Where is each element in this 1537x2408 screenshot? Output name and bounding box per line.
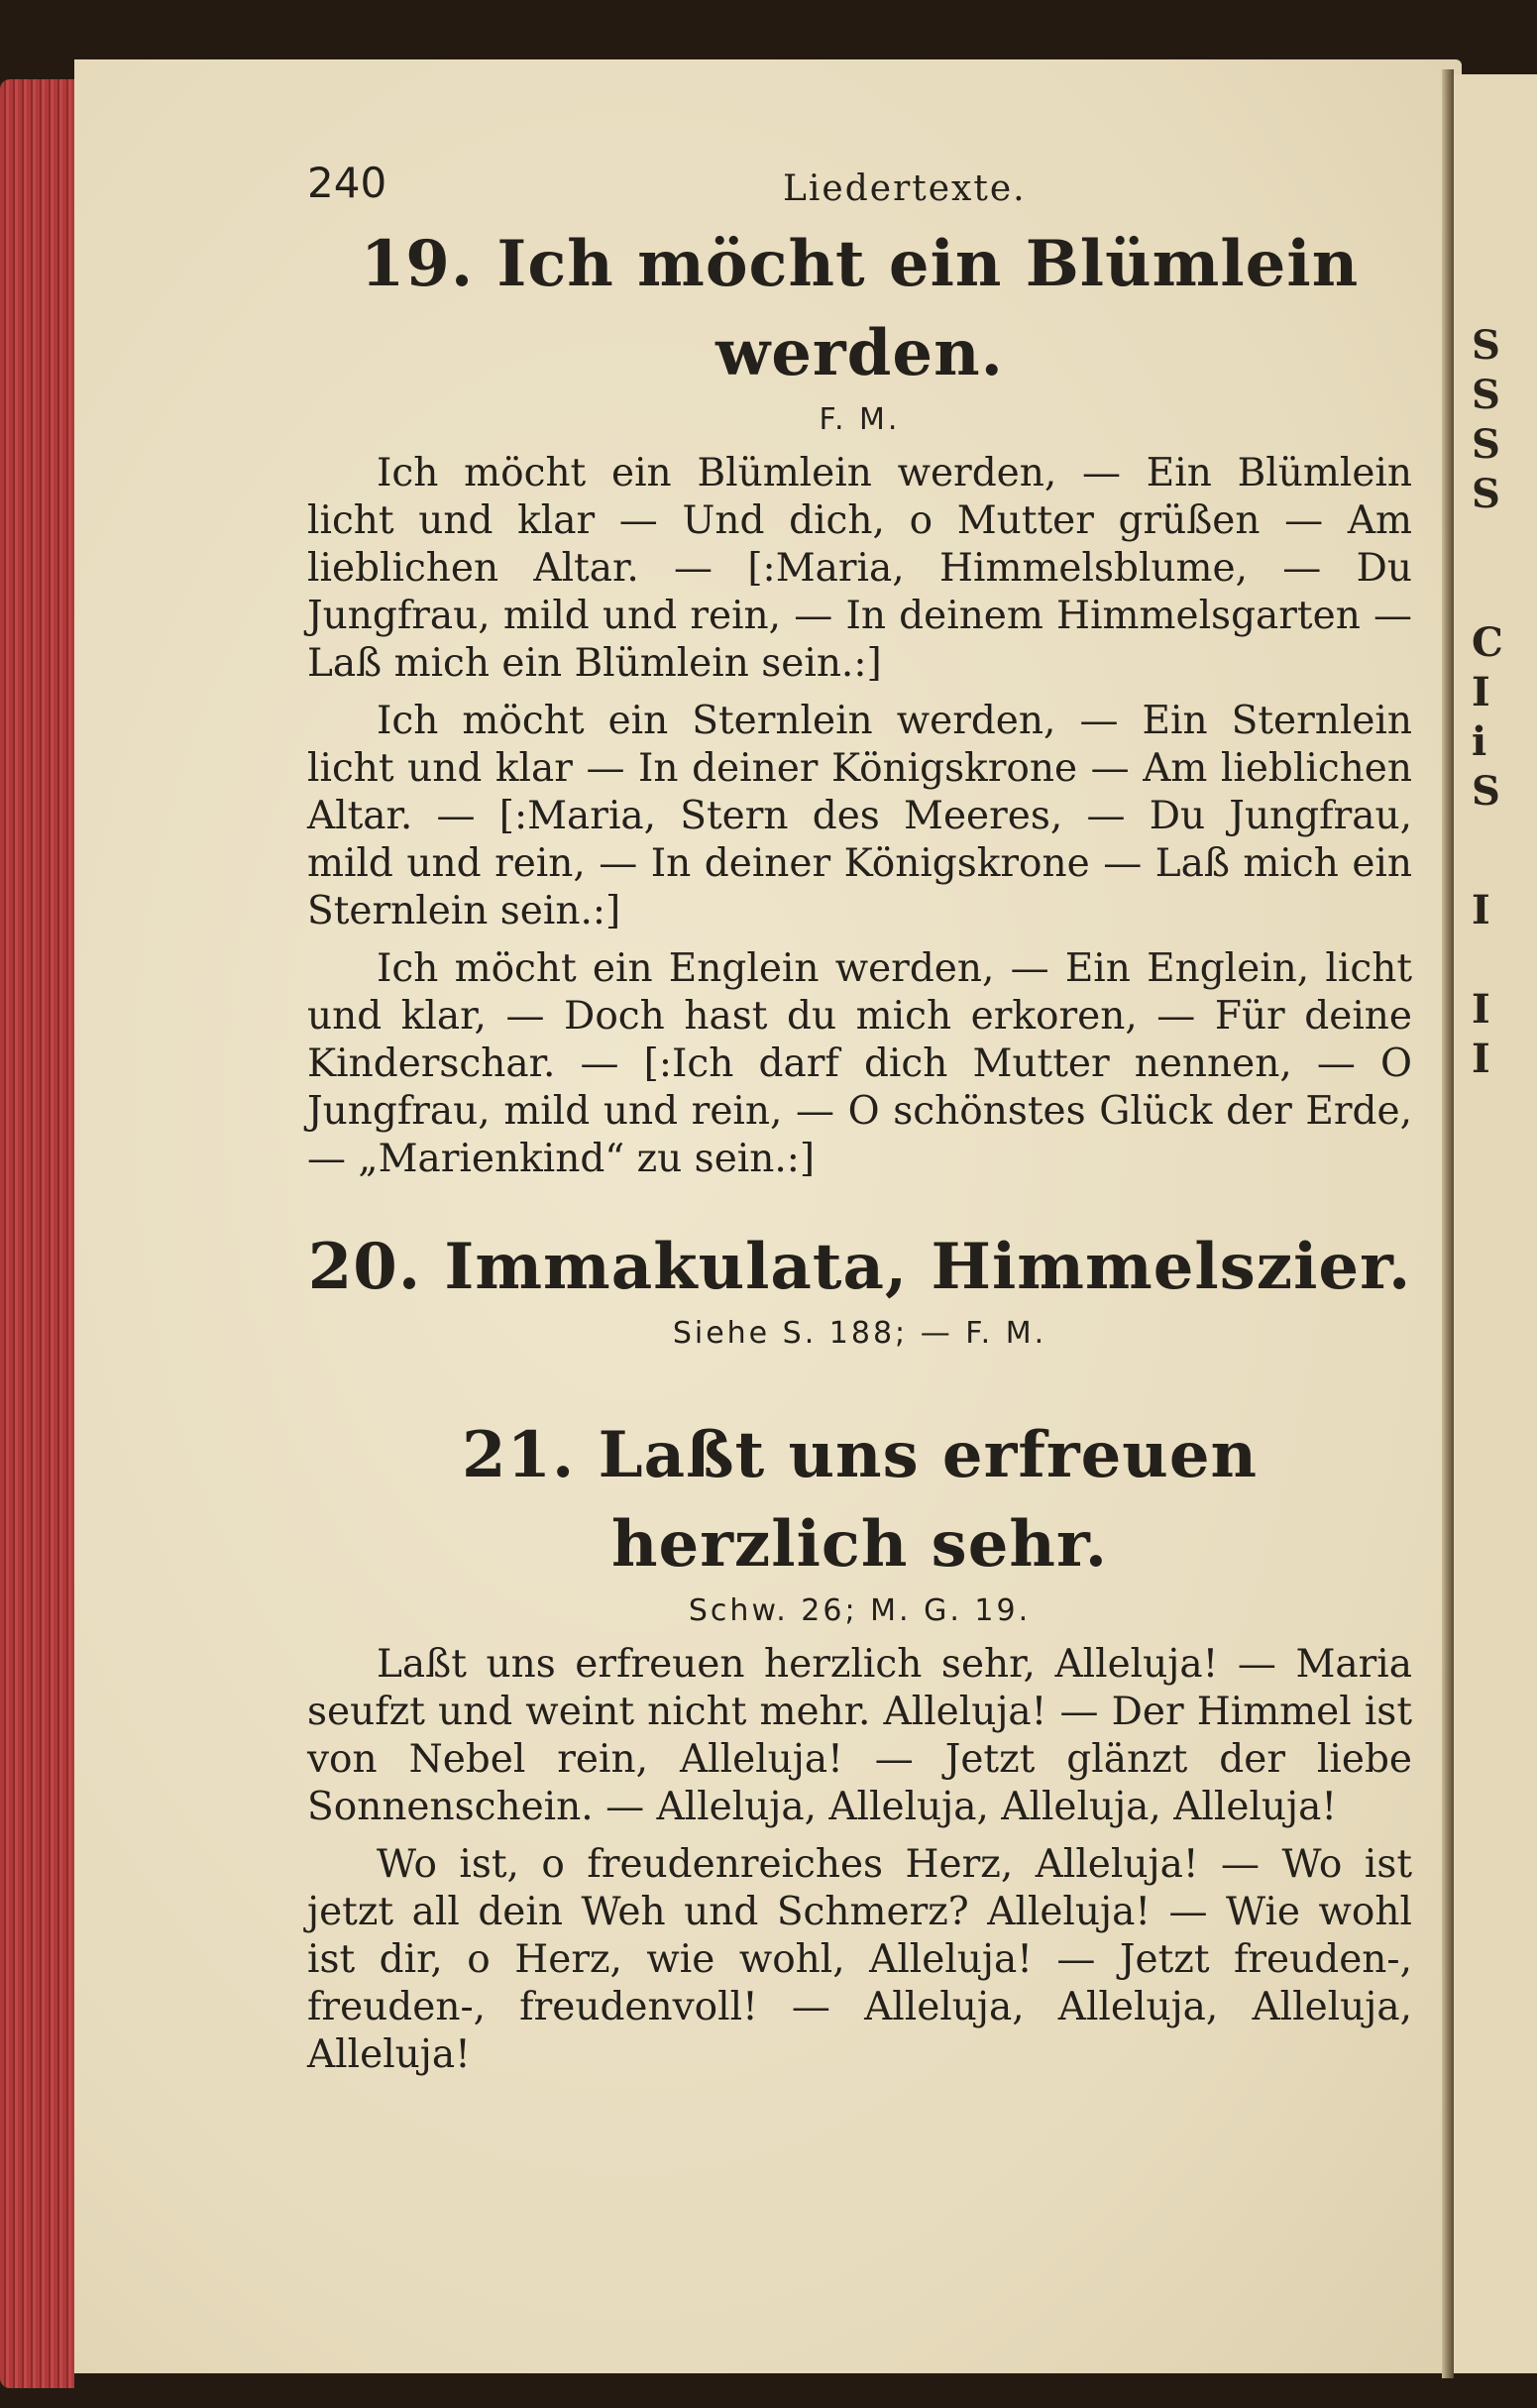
next-page-fragment: S bbox=[1472, 471, 1500, 517]
running-head-title: Liedertexte. bbox=[783, 168, 1027, 209]
page-content bbox=[307, 149, 1412, 2089]
next-page-fragment: I bbox=[1472, 1036, 1490, 1082]
next-page-fragment: I bbox=[1472, 669, 1490, 715]
next-page-fragment: C bbox=[1472, 619, 1503, 666]
stanza: Ich möcht ein Sternlein werden, — Ein Sternlein licht und klar — In deiner Königskrone — Am lieblichen Altar. — [:Maria, Stern des Meeres, — Du Jungfrau, mild und rein, — In deiner Königskrone — Laß mich ein Sternlein sein.:] bbox=[307, 699, 1412, 933]
song-title: 19. Ich möcht ein Blümlein werden. bbox=[360, 227, 1360, 390]
next-page-fragment: I bbox=[1472, 986, 1490, 1033]
next-page-fragment: S bbox=[1472, 322, 1500, 369]
song-title: 21. Laßt uns erfreuen herzlich sehr. bbox=[461, 1418, 1259, 1582]
stanza: Wo ist, o freudenreiches Herz, Alleluja! — Wo ist jetzt all dein Weh und Schmerz? Alleluja! — Wie wohl ist dir, o Herz, wie wohl, Alleluja! — Jetzt freuden-, freuden-, freudenvoll! — Alleluja, Alleluja, Alleluja, Alleluja! bbox=[307, 1842, 1412, 2077]
next-page-fragment: S bbox=[1472, 372, 1500, 418]
page-edges bbox=[0, 79, 74, 2388]
next-page-fragment: i bbox=[1472, 718, 1487, 765]
stanza: Ich möcht ein Blümlein werden, — Ein Blümlein licht und klar — Und dich, o Mutter grüßen — Am lieblichen Altar. — [:Maria, Himmelsblume, — Du Jungfrau, mild und rein, — In deinem Himmelsgarten — Laß mich ein Blümlein sein.:] bbox=[307, 451, 1412, 686]
stanza: Ich möcht ein Englein werden, — Ein Englein, licht und klar, — Doch hast du mich erkoren, — Für deine Kinderschar. — [:Ich darf dich Mutter nennen, — O Jungfrau, mild und rein, — O schönstes Glück der Erde, — „Marienkind“ zu sein.:] bbox=[307, 946, 1412, 1181]
next-page-fragment: I bbox=[1472, 887, 1490, 933]
next-page-fragment: S bbox=[1472, 768, 1500, 815]
song-source: Schw. 26; M. G. 19. bbox=[688, 1593, 1032, 1628]
song-source: F. M. bbox=[819, 402, 901, 437]
running-head bbox=[307, 149, 1412, 218]
next-page-fragment: S bbox=[1472, 421, 1500, 468]
song-source: Siehe S. 188; — F. M. bbox=[672, 1316, 1047, 1351]
next-page-edge bbox=[1454, 74, 1537, 2373]
book-gutter bbox=[1442, 69, 1454, 2378]
song-title: 20. Immakulata, Himmelszier. bbox=[307, 1230, 1412, 1304]
stanza: Laßt uns erfreuen herzlich sehr, Alleluja! — Maria seufzt und weint nicht mehr. Alleluja! — Der Himmel ist von Nebel rein, Alleluja! — Jetzt glänzt der liebe Sonnenschein. — Alleluja, Alleluja, Alleluja, Alleluja! bbox=[307, 1642, 1412, 1829]
page-number: 240 bbox=[307, 159, 387, 207]
